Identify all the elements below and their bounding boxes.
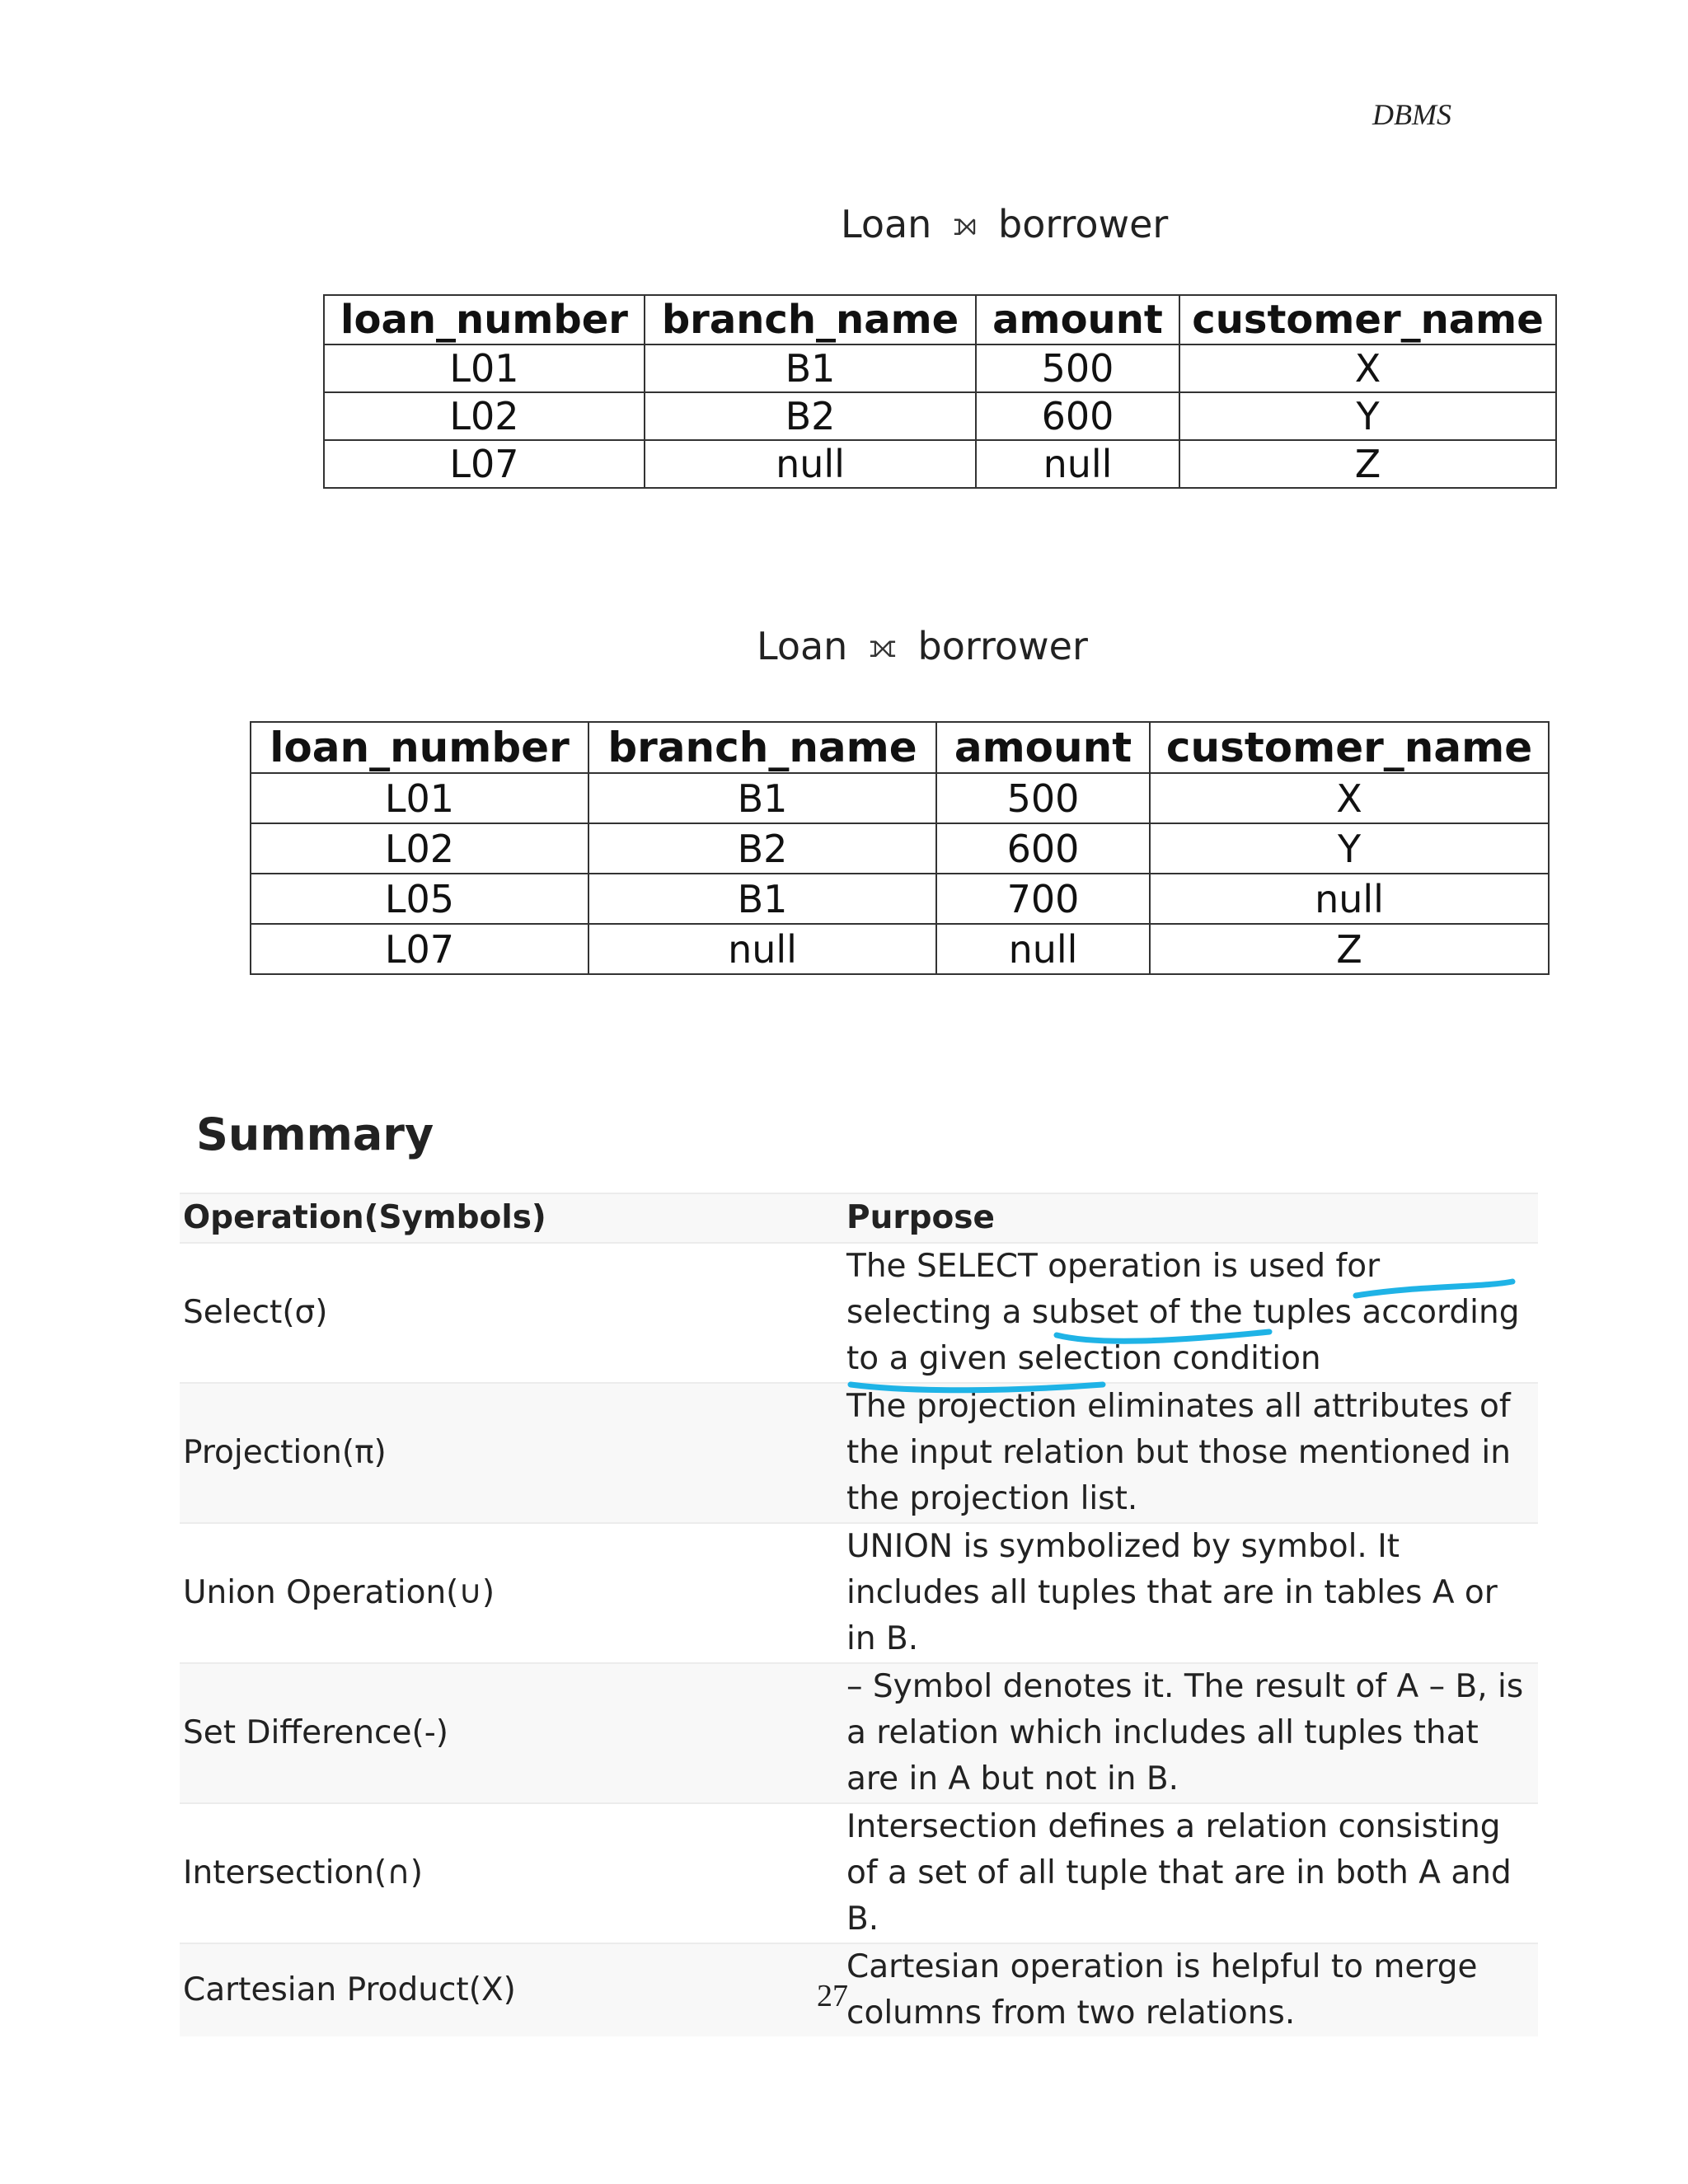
table-cell: 700 — [936, 874, 1150, 924]
table-cell: null — [936, 924, 1150, 974]
caption-relation-left: Loan — [757, 624, 848, 668]
table-row — [251, 773, 1549, 823]
table-header-row — [180, 1193, 1538, 1243]
table-cell: null — [588, 924, 936, 974]
table-cell: null — [645, 440, 976, 488]
table-header-row — [324, 295, 1556, 344]
column-header: Purpose — [843, 1193, 1538, 1243]
table-row — [180, 1663, 1538, 1803]
operation-cell: Cartesian Product(X) — [180, 1943, 843, 2036]
table-cell: L07 — [324, 440, 645, 488]
column-header: customer_name — [1179, 295, 1556, 344]
column-header: Operation(Symbols) — [180, 1193, 843, 1243]
table-cell: 500 — [936, 773, 1150, 823]
summary-table — [180, 1193, 1538, 2036]
full-join-caption — [757, 624, 1088, 668]
caption-relation-left: Loan — [841, 202, 932, 246]
purpose-cell: UNION is symbolized by symbol. It includes all tuples that are in tables A or in B. — [843, 1523, 1538, 1663]
table-cell: L07 — [251, 924, 588, 974]
full-outer-join-table — [250, 721, 1550, 975]
column-header: amount — [976, 295, 1179, 344]
table-row — [180, 1383, 1538, 1523]
table-cell: null — [1150, 874, 1549, 924]
table-cell: L05 — [251, 874, 588, 924]
column-header: customer_name — [1150, 722, 1549, 773]
table-header-row — [251, 722, 1549, 773]
table-row — [324, 392, 1556, 440]
table-cell: 600 — [976, 392, 1179, 440]
left-outer-join-table — [323, 294, 1557, 489]
table-cell: Z — [1179, 440, 1556, 488]
summary-heading: Summary — [196, 1108, 434, 1160]
table-cell: 600 — [936, 823, 1150, 874]
purpose-cell: The SELECT operation is used for selecting a subset of the tuples according to a given selection condition — [843, 1243, 1538, 1383]
left-outer-join-icon: ⟕ — [953, 205, 978, 242]
table-cell: L02 — [324, 392, 645, 440]
operation-cell: Set Difference(-) — [180, 1663, 843, 1803]
purpose-cell: The projection eliminates all attributes of the input relation but those mentioned in the projection list. — [843, 1383, 1538, 1523]
table-cell: L01 — [324, 344, 645, 392]
table-cell: X — [1150, 773, 1549, 823]
table-cell: L01 — [251, 773, 588, 823]
full-outer-join-icon: ⟗ — [869, 627, 897, 664]
table-cell: null — [976, 440, 1179, 488]
column-header: loan_number — [324, 295, 645, 344]
table-cell: B1 — [588, 874, 936, 924]
operation-cell: Select(σ) — [180, 1243, 843, 1383]
column-header: loan_number — [251, 722, 588, 773]
table-cell: B1 — [588, 773, 936, 823]
table-row — [251, 823, 1549, 874]
operation-cell: Union Operation(∪) — [180, 1523, 843, 1663]
table-cell: 500 — [976, 344, 1179, 392]
table-cell: B1 — [645, 344, 976, 392]
table-cell: L02 — [251, 823, 588, 874]
caption-relation-right: borrower — [917, 624, 1088, 668]
caption-relation-right: borrower — [998, 202, 1169, 246]
table-cell: X — [1179, 344, 1556, 392]
purpose-cell: Cartesian operation is helpful to merge columns from two relations. — [843, 1943, 1538, 2036]
column-header: branch_name — [645, 295, 976, 344]
operation-cell: Projection(π) — [180, 1383, 843, 1523]
table-row — [324, 440, 1556, 488]
operation-cell: Intersection(∩) — [180, 1803, 843, 1943]
table-cell: Y — [1179, 392, 1556, 440]
page-number: 27 — [817, 1979, 848, 2013]
table-cell: B2 — [588, 823, 936, 874]
table-cell: Z — [1150, 924, 1549, 974]
table-row — [324, 344, 1556, 392]
table-cell: Y — [1150, 823, 1549, 874]
table-row — [251, 924, 1549, 974]
purpose-cell: – Symbol denotes it. The result of A – B, is a relation which includes all tuples that are in A but not in B. — [843, 1663, 1538, 1803]
left-join-caption — [841, 202, 1168, 246]
column-header: branch_name — [588, 722, 936, 773]
column-header: amount — [936, 722, 1150, 773]
table-row — [180, 1523, 1538, 1663]
purpose-cell: Intersection defines a relation consisting of a set of all tuple that are in both A and B. — [843, 1803, 1538, 1943]
table-row — [180, 1243, 1538, 1383]
running-header: DBMS — [1372, 98, 1451, 131]
table-cell: B2 — [645, 392, 976, 440]
table-row — [251, 874, 1549, 924]
table-row — [180, 1803, 1538, 1943]
